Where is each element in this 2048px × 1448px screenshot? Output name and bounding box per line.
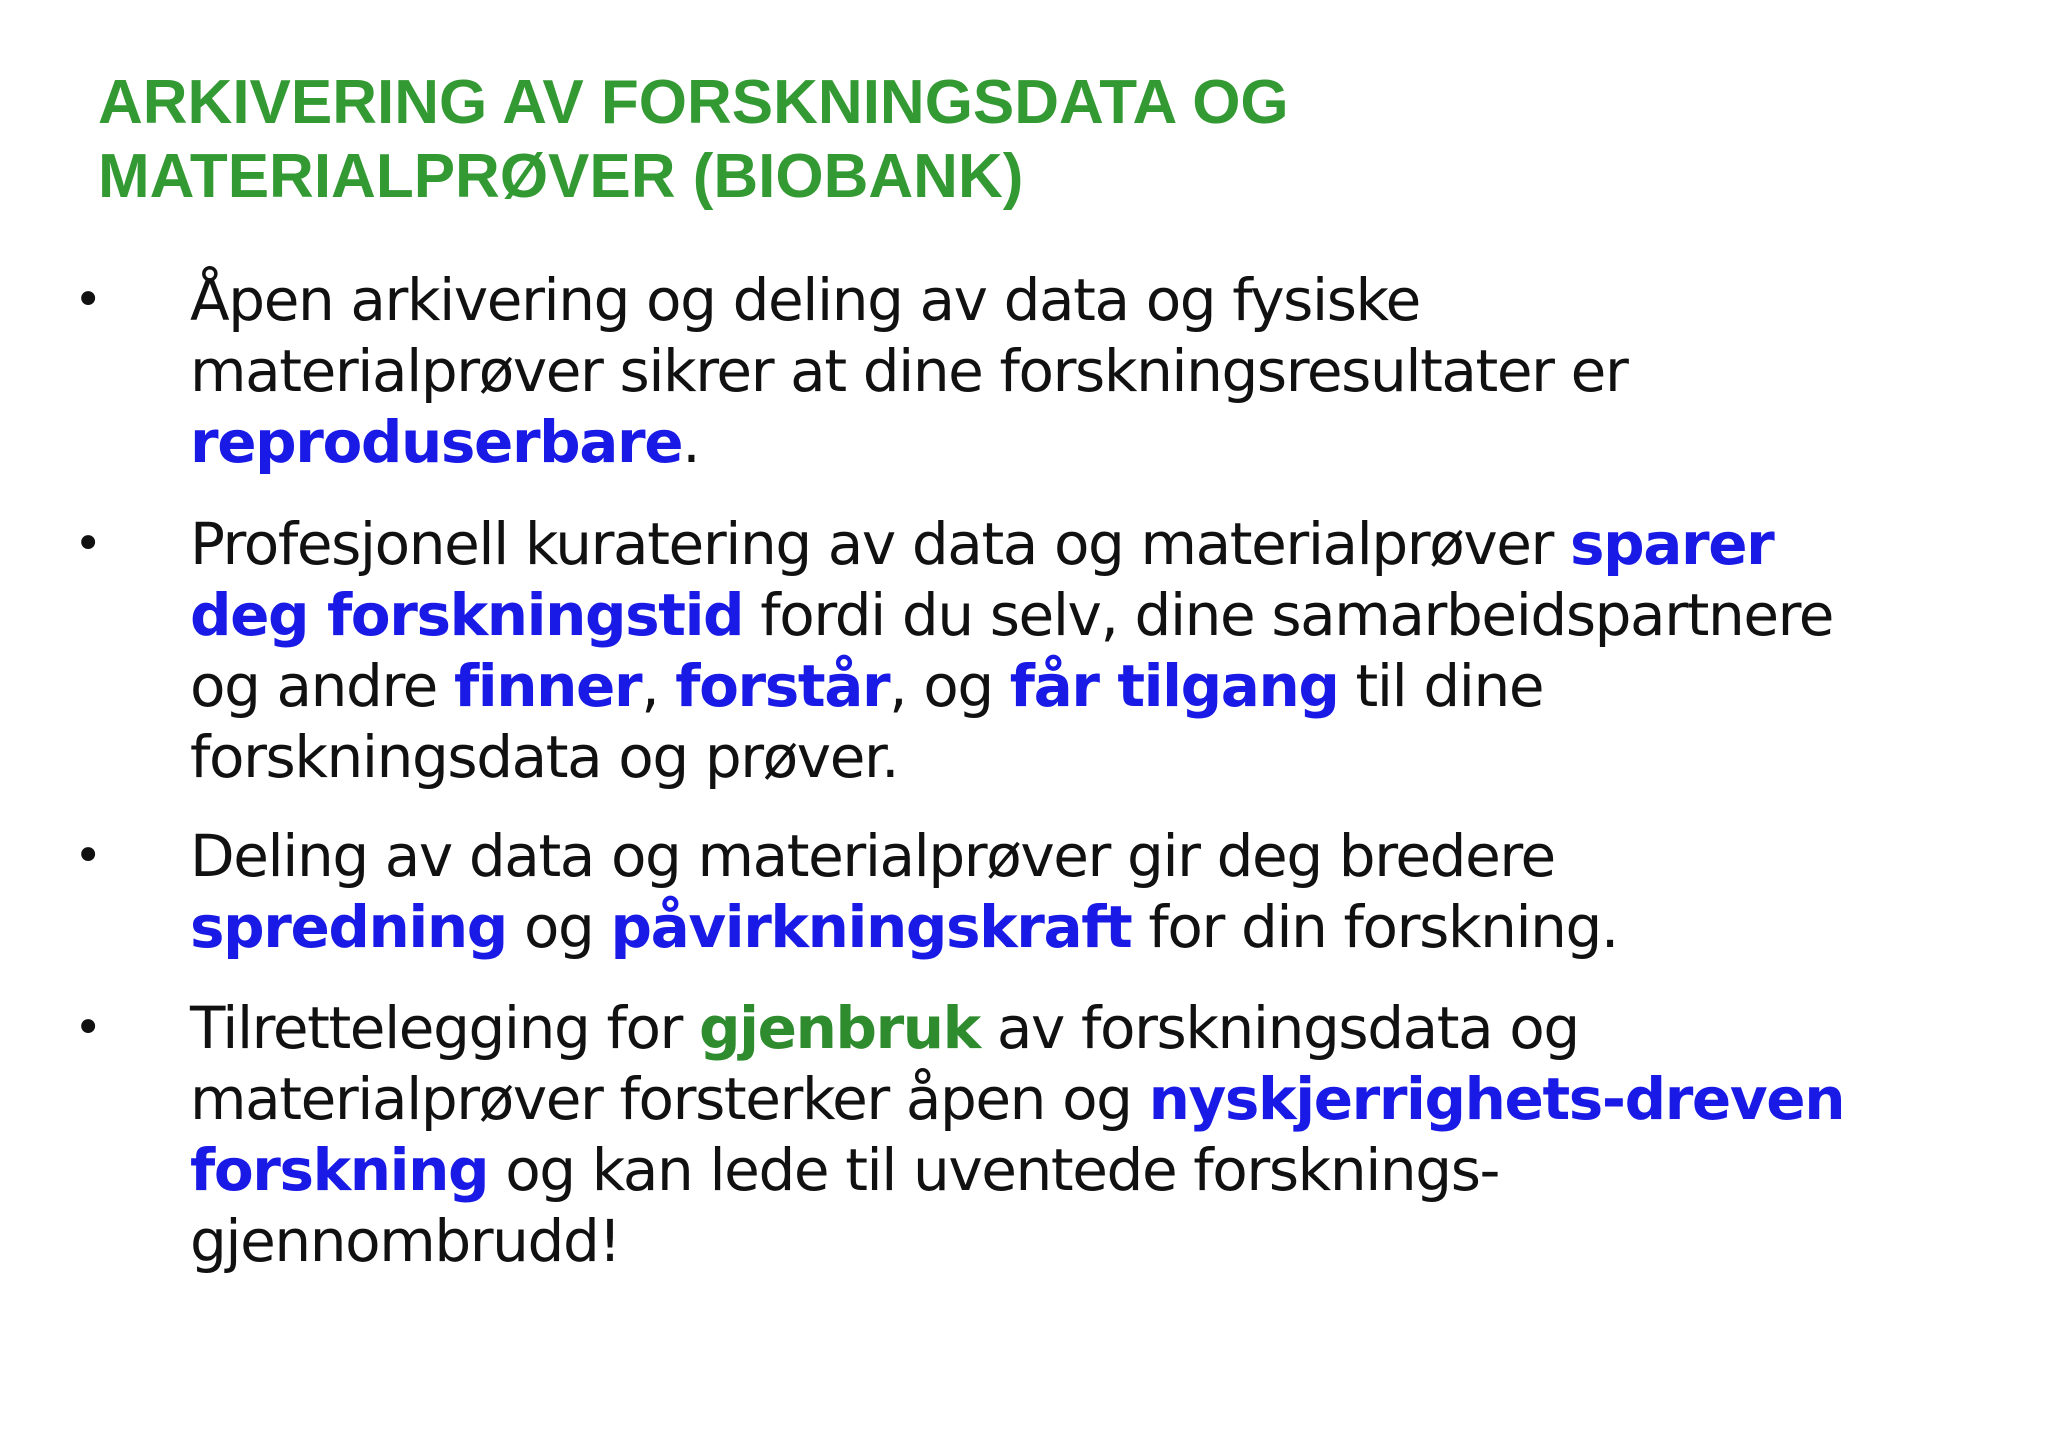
body-text: Åpen arkivering og deling av data og fysiske	[190, 266, 1420, 334]
body-text: Profesjonell kuratering av data og materialprøver	[190, 510, 1571, 578]
body-text: av forskningsdata og	[979, 994, 1579, 1062]
body-text: materialprøver forsterker åpen og	[190, 1065, 1149, 1133]
bullet-line	[190, 993, 1990, 1064]
highlight-keyword: forskning	[190, 1136, 489, 1204]
bullet-text	[190, 265, 1990, 478]
body-text: materialprøver sikrer at dine forskningsresultater er	[190, 337, 1628, 405]
bullet-line	[190, 1206, 1990, 1277]
highlight-keyword: sparer	[1570, 510, 1774, 578]
bullet-symbol: •	[74, 828, 103, 884]
body-text: gjennombrudd!	[190, 1207, 621, 1275]
highlight-keyword: påvirkningskraft	[610, 893, 1132, 961]
highlight-keyword: nyskjerrighets-dreven	[1148, 1065, 1845, 1133]
body-text: .	[682, 408, 700, 476]
bullet-line	[190, 580, 1990, 651]
slide-title-line-2: MATERIALPRØVER (BIOBANK)	[98, 142, 1024, 211]
highlight-keyword: forstår	[675, 652, 890, 720]
body-text: fordi du selv, dine samarbeidspartnere	[743, 581, 1834, 649]
body-text: for din forskning.	[1131, 893, 1618, 961]
body-text: og andre	[190, 652, 454, 720]
bullet-line	[190, 1135, 1990, 1206]
bullet-symbol: •	[74, 1000, 103, 1056]
highlight-keyword: får tilgang	[1009, 652, 1339, 720]
highlight-keyword: finner	[453, 652, 642, 720]
bullet-text	[190, 821, 1990, 963]
bullet-text	[190, 993, 1990, 1277]
bullet-line	[190, 722, 1990, 793]
bullet-line	[190, 651, 1990, 722]
bullet-line	[190, 1064, 1990, 1135]
bullet-line	[190, 509, 1990, 580]
highlight-keyword: spredning	[190, 893, 507, 961]
highlight-keyword: reproduserbare	[190, 408, 683, 476]
bullet-text	[190, 509, 1990, 793]
body-text: og kan lede til uventede forsknings-	[488, 1136, 1500, 1204]
body-text: forskningsdata og prøver.	[190, 723, 899, 791]
body-text: , og	[889, 652, 1010, 720]
slide-title	[98, 66, 1898, 214]
body-text: Deling av data og materialprøver gir deg bredere	[190, 822, 1555, 890]
bullet-line	[190, 265, 1990, 336]
bullet-symbol: •	[74, 516, 103, 572]
slide-title-line-1: ARKIVERING AV FORSKNINGSDATA OG	[98, 68, 1289, 137]
bullet-line	[190, 336, 1990, 407]
bullet-line	[190, 821, 1990, 892]
body-text: Tilrettelegging for	[190, 994, 700, 1062]
body-text: til dine	[1338, 652, 1544, 720]
bullet-line	[190, 407, 1990, 478]
highlight-keyword: deg forskningstid	[190, 581, 744, 649]
body-text: ,	[641, 652, 676, 720]
bullet-line	[190, 892, 1990, 963]
highlight-keyword-green: gjenbruk	[699, 994, 980, 1062]
body-text: og	[506, 893, 611, 961]
bullet-symbol: •	[74, 272, 103, 328]
